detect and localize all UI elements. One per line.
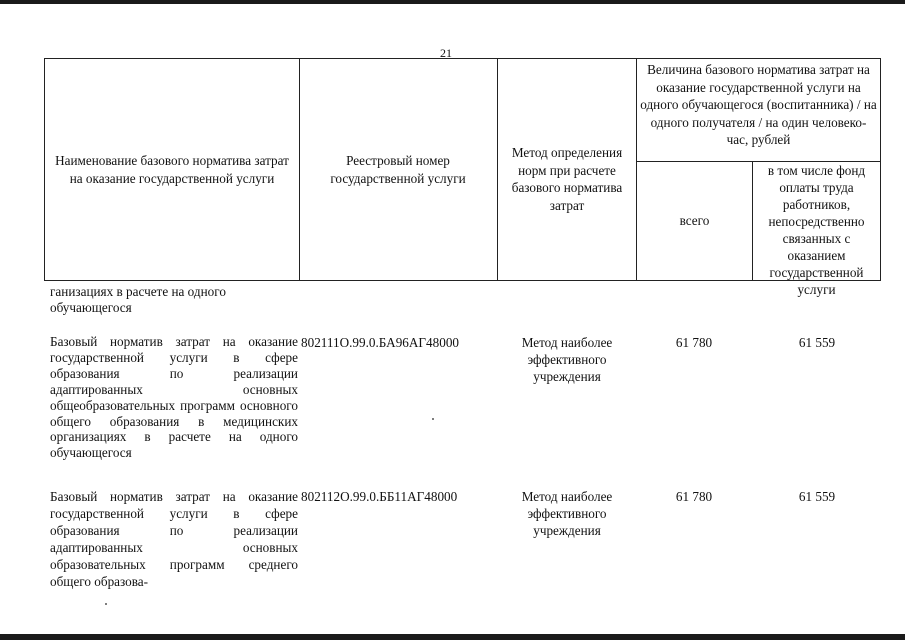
scan-speck <box>105 603 107 605</box>
page-number: 21 <box>440 46 452 60</box>
row-2-name: Базовый норматив затрат на оказание государственной услуги в сфере образования по реализации адаптированных основных образовательных программ среднего общего образова- <box>50 489 298 589</box>
row-1-code: 802111О.99.0.БА96АГ48000 <box>301 335 460 350</box>
header-code-text: Реестровый номер государственной услуги <box>330 153 466 186</box>
row-1-total: 61 780 <box>675 335 713 350</box>
row-1-payroll: 61 559 <box>798 335 836 350</box>
header-name-text: Наименование базового норматива затрат на оказание государственной услуги <box>55 153 289 186</box>
scan-speck <box>432 418 434 420</box>
header-total-text: всего <box>679 213 710 228</box>
header-value-text: Величина базового норматива затрат на оказание государственной услуги на одного обучающегося (воспитанника) / на одного получателя / на один человеко-час, рублей <box>640 62 877 147</box>
row-2-total: 61 780 <box>675 489 713 504</box>
header-payroll-text: в том числе фонд оплаты труда работников, непосредственно связанных с оказанием государственной услуги <box>767 163 866 297</box>
continuation-text: ганизациях в расчете на одного обучающегося <box>50 284 226 315</box>
top-border <box>0 0 905 4</box>
row-1-name: Базовый норматив затрат на оказание государственной услуги в сфере образования по реализации адаптированных основных общеобразовательных программ основного общего образования в медицинских организациях в расчете на одного обучающегося <box>50 334 298 461</box>
row-2-code: 802112О.99.0.ББ11АГ48000 <box>301 489 458 504</box>
row-2-method: Метод наиболее эффективного учреждения <box>521 489 613 538</box>
row-2-payroll: 61 559 <box>798 489 836 504</box>
row-1-method: Метод наиболее эффективного учреждения <box>521 335 613 384</box>
bottom-border <box>0 634 905 640</box>
header-method-text: Метод определения норм при расчете базового норматива затрат <box>511 145 623 213</box>
